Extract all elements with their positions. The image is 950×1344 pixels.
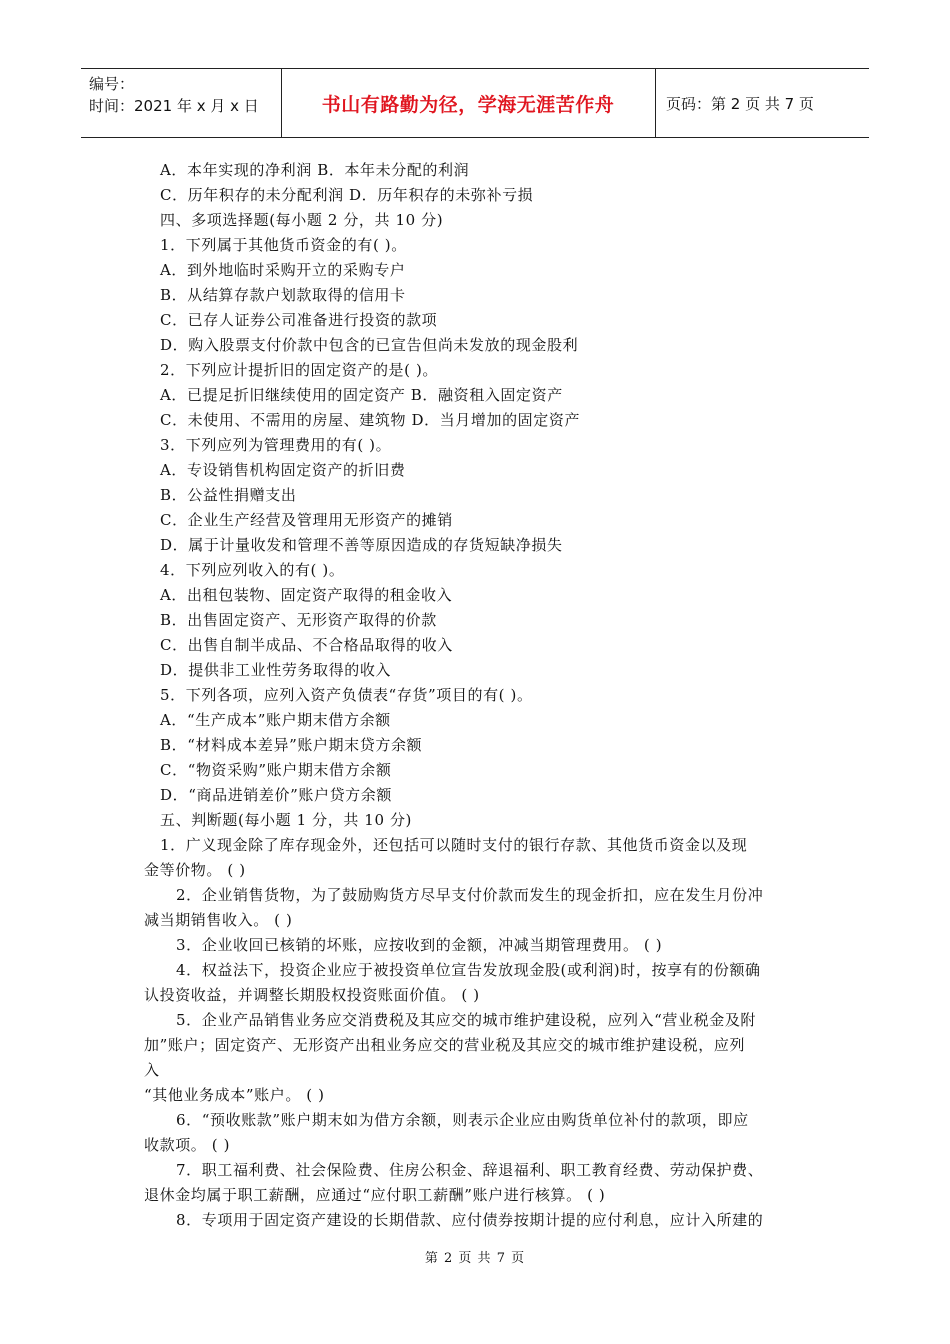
answer-option: D．购入股票支付价款中包含的已宣告但尚未发放的现金股利 [160, 336, 579, 354]
answer-option: C．“物资采购”账户期末借方余额 [160, 761, 392, 779]
answer-option: D．提供非工业性劳务取得的收入 [160, 661, 392, 679]
question-text: 3．下列应列为管理费用的有( )。 [160, 436, 392, 454]
answer-option: C．未使用、不需用的房屋、建筑物 D．当月增加的固定资产 [160, 411, 581, 429]
statement-text: 8．专项用于固定资产建设的长期借款、应付债券按期计提的应付利息，应计入所建的 [176, 1211, 764, 1229]
answer-option: D．属于计量收发和管理不善等原因造成的存货短缺净损失 [160, 536, 563, 554]
doc-number-label: 编号： [89, 75, 135, 93]
statement-text: 7．职工福利费、社会保险费、住房公积金、辞退福利、职工教育经费、劳动保护费、 [176, 1161, 764, 1179]
question-text: 1．下列属于其他货币资金的有( )。 [160, 236, 407, 254]
statement-text: 减当期销售收入。 ( ) [144, 911, 293, 929]
statement-text: 1．广义现金除了库存现金外，还包括可以随时支付的银行存款、其他货币资金以及现 [160, 836, 748, 854]
page-indicator: 页码：第 2 页 共 7 页 [666, 94, 814, 113]
answer-option: B．出售固定资产、无形资产取得的价款 [160, 611, 437, 629]
statement-text: 退休金均属于职工薪酬，应通过“应付职工薪酬”账户进行核算。 ( ) [144, 1186, 606, 1204]
answer-option: B．从结算存款户划款取得的信用卡 [160, 286, 406, 304]
statement-text: 认投资收益，并调整长期股权投资账面价值。 ( ) [144, 986, 480, 1004]
statement-text: 金等价物。 ( ) [144, 861, 246, 879]
answer-option: B．“材料成本差异”账户期末贷方余额 [160, 736, 423, 754]
header-meta [89, 73, 259, 117]
answer-option: A．已提足折旧继续使用的固定资产 B．融资租入固定资产 [160, 386, 563, 404]
answer-option: A．到外地临时采购开立的采购专户 [160, 261, 406, 279]
page-header [81, 68, 869, 138]
statement-text: “其他业务成本”账户。 ( ) [144, 1086, 325, 1104]
answer-option: C．企业生产经营及管理用无形资产的摊销 [160, 511, 453, 529]
answer-option: A．出租包装物、固定资产取得的租金收入 [160, 586, 453, 604]
statement-text: 5．企业产品销售业务应交消费税及其应交的城市维护建设税，应列入“营业税金及附 [176, 1011, 757, 1029]
section-heading: 四、多项选择题(每小题 2 分，共 10 分) [160, 211, 444, 229]
statement-text: 2．企业销售货物，为了鼓励购货方尽早支付价款而发生的现金折扣，应在发生月份冲 [176, 886, 764, 904]
answer-option: A．“生产成本”账户期末借方余额 [160, 711, 391, 729]
body-line: C．历年积存的未分配利润 D．历年积存的未弥补亏损 [160, 186, 534, 204]
question-text: 2．下列应计提折旧的固定资产的是( )。 [160, 361, 439, 379]
statement-text: 4．权益法下，投资企业应于被投资单位宣告发放现金股(或利润)时，按享有的份额确 [176, 961, 761, 979]
question-text: 4．下列应列收入的有( )。 [160, 561, 345, 579]
date-line: 时间：2021 年 x 月 x 日 [89, 97, 259, 115]
statement-text: 收款项。 ( ) [144, 1136, 231, 1154]
statement-text: 3．企业收回已核销的坏账，应按收到的金额，冲减当期管理费用。 ( ) [176, 936, 663, 954]
answer-option: D．“商品进销差价”账户贷方余额 [160, 786, 392, 804]
statement-text: 加”账户；固定资产、无形资产出租业务应交的营业税及其应交的城市维护建设税，应列 [144, 1036, 746, 1054]
header-motto: 书山有路勤为径，学海无涯苦作舟 [321, 93, 615, 116]
body-line: A．本年实现的净利润 B．本年未分配的利润 [160, 161, 470, 179]
answer-option: A．专设销售机构固定资产的折旧费 [160, 461, 406, 479]
header-divider-right [655, 69, 656, 137]
answer-option: B．公益性捐赠支出 [160, 486, 297, 504]
statement-text: 入 [144, 1061, 160, 1079]
answer-option: C．已存人证券公司准备进行投资的款项 [160, 311, 438, 329]
statement-text: 6．“预收账款”账户期末如为借方余额，则表示企业应由购货单位补付的款项，即应 [176, 1111, 749, 1129]
section-heading: 五、判断题(每小题 1 分，共 10 分) [160, 811, 413, 829]
answer-option: C．出售自制半成品、不合格品取得的收入 [160, 636, 453, 654]
page-footer: 第 2 页 共 7 页 [424, 1251, 526, 1266]
question-text: 5．下列各项，应列入资产负债表“存货”项目的有( )。 [160, 686, 533, 704]
